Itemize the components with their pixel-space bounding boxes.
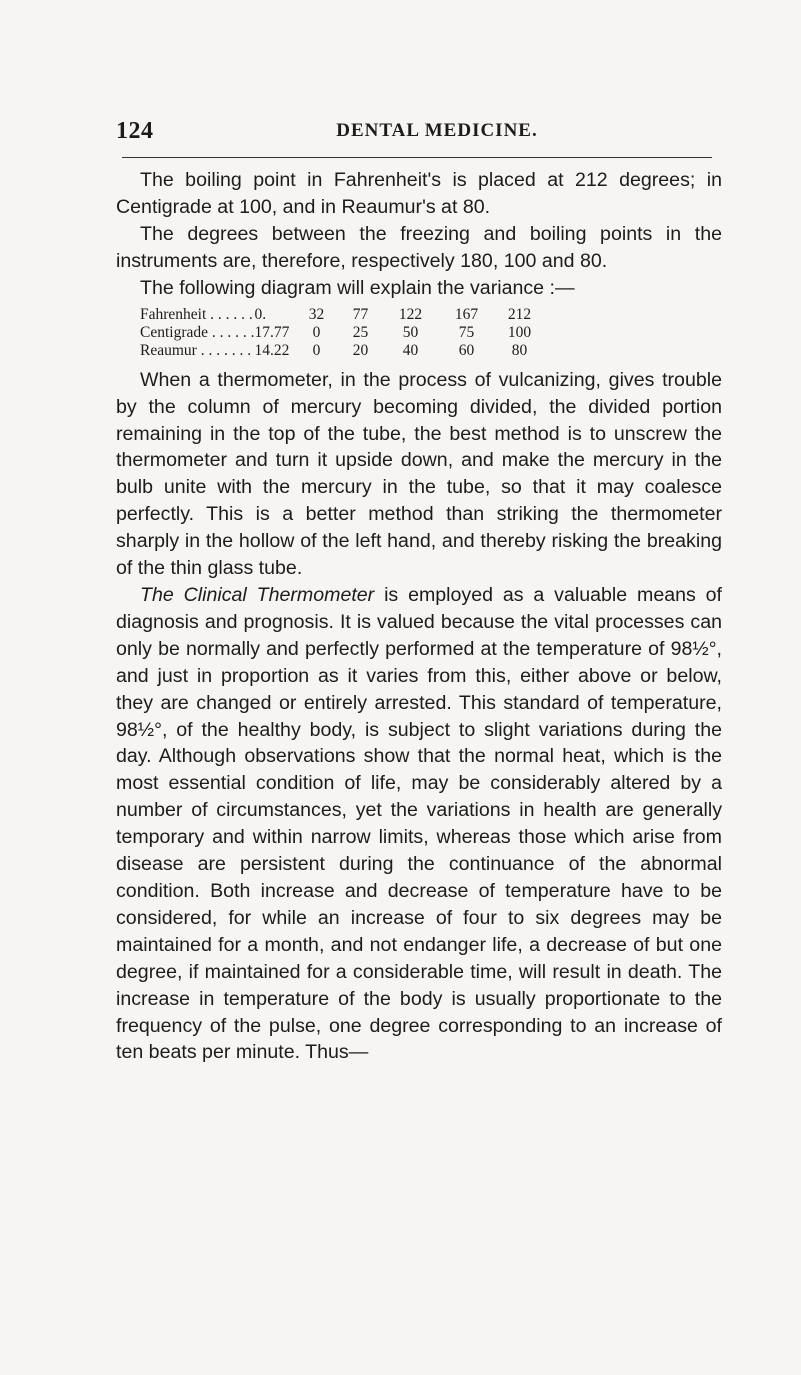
table-cell: 100: [507, 323, 532, 341]
table-cell: 0: [312, 323, 321, 341]
table-cell: 122: [398, 305, 423, 323]
table-cell: 75: [458, 323, 475, 341]
paragraph: When a thermometer, in the process of vulcanizing, gives trouble by the column of mercury becoming divided, the divided portion remaining in the top of the tube, the best method is to unscrew the thermometer and turn it upside down, and make the mercury in the bulb unite with the mercury in the tube, so that it may coalesce perfectly. This is a better method than striking the thermometer sharply in the hollow of the left hand, and thereby risking the breaking of the thin glass tube.: [116, 368, 722, 580]
table-cell: 20: [352, 342, 369, 360]
table-cell: 25: [352, 323, 369, 341]
header-rule: [122, 157, 712, 158]
paragraph-rest: is employed as a valuable means of diagnosis and prognosis. It is valued because the vital processes can only be normally and perfectly performed at the temperature of 98½°, and just in proportion as it varies from this, either above or below, they are changed or entirely arrested. This standard of temperature, 98½°, of the healthy body, is subject to slight variations during the day. Although observations show that the normal heat, which is the most essential condition of life, may be considerably altered by a number of circumstances, yet the variations in health are generally temporary and within narrow limits, whereas those which arise from disease are persistent during the continuance of the abnormal condition. Both increase and decrease of temperature have to be considered, for while an increase of four to six degrees may be maintained for a month, and not endanger life, a decrease of but one degree, if maintained for a considerable time, will result in death. The increase in temperature of the body is usually proportionate to the frequency of the pulse, one degree corresponding to an increase of ten beats per minute. Thus—: [116, 584, 722, 1064]
italic-lead: The Clinical Thermometer: [140, 584, 375, 606]
paragraph: The boiling point in Fahrenheit's is placed at 212 degrees; in Centigrade at 100, and in Reaumur's at 80.: [116, 169, 722, 218]
scale-comparison-table: [140, 306, 545, 361]
body-text: [116, 167, 722, 1066]
row-label: Reaumur . . . . . . .: [140, 342, 252, 360]
page-header: [116, 118, 718, 148]
paragraph: The following diagram will explain the variance :—: [140, 276, 575, 299]
table-cell: 167: [454, 305, 479, 323]
table-cell: 212: [507, 305, 532, 323]
running-head: DENTAL MEDICINE.: [336, 120, 538, 141]
row-label: Centigrade . . . . . .: [140, 323, 255, 341]
table-cell: 32: [308, 305, 325, 323]
table-row: [140, 306, 545, 324]
table-cell: 40: [402, 342, 419, 360]
row-label: Fahrenheit . . . . . .: [140, 305, 253, 323]
page-number: 124: [116, 118, 154, 144]
paragraph: [116, 582, 722, 1066]
table-cell: 17.77: [254, 323, 290, 341]
table-cell: 60: [458, 342, 475, 360]
table-cell: 80: [511, 342, 528, 360]
table-cell: 0: [312, 342, 321, 360]
table-row: [140, 342, 545, 360]
table-cell: 50: [402, 323, 419, 341]
paragraph: The degrees between the freezing and boiling points in the instruments are, therefore, respectively 180, 100 and 80.: [116, 222, 722, 272]
table-row: [140, 324, 545, 342]
table-cell: 0.: [254, 305, 267, 323]
table-cell: 77: [352, 305, 369, 323]
table-cell: 14.22: [254, 342, 290, 360]
